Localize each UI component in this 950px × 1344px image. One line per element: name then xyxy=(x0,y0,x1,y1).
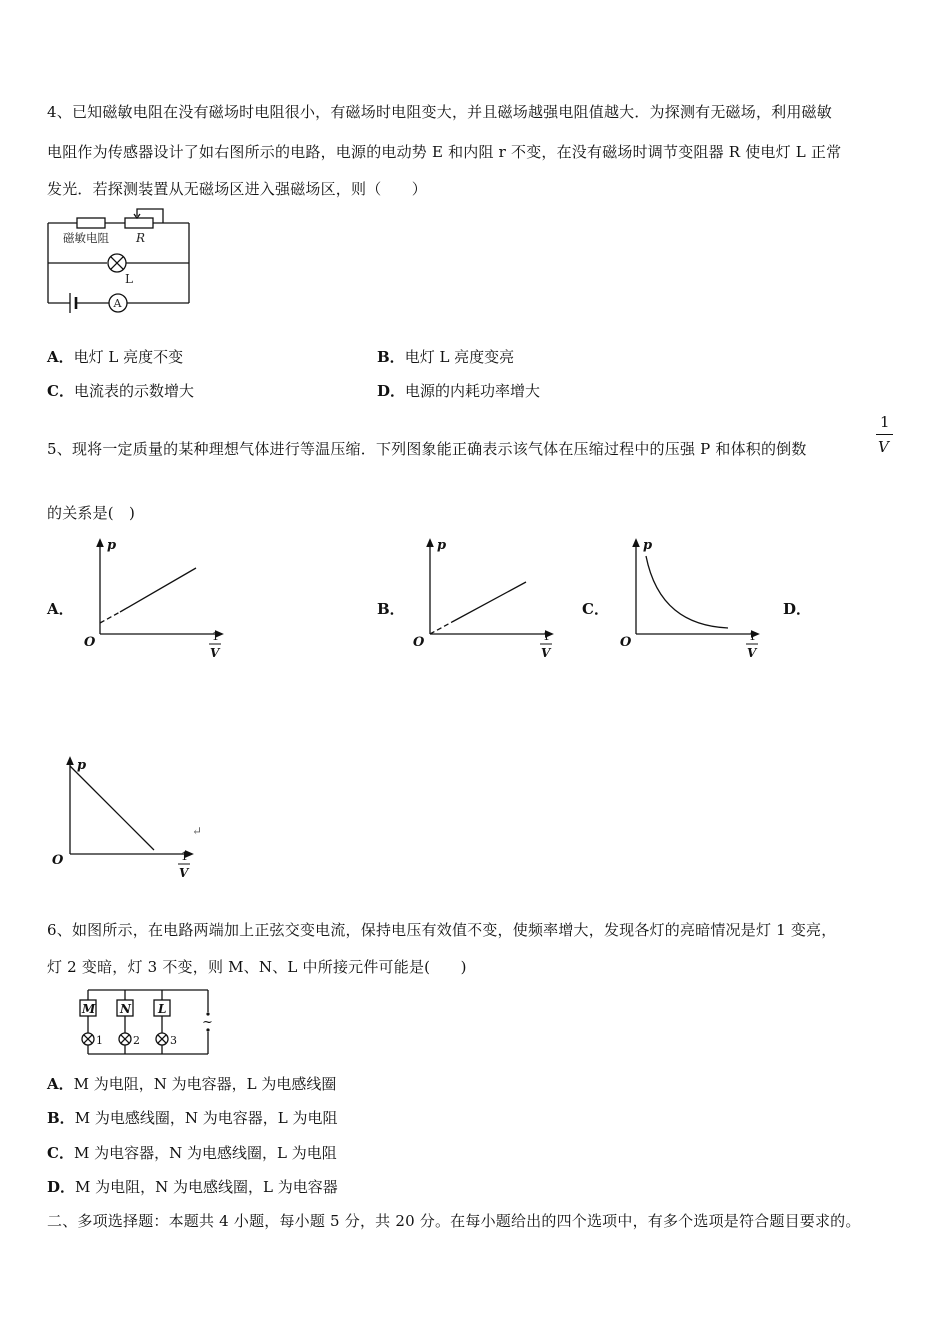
magnetoresistor-label: 磁敏电阻 xyxy=(63,231,109,245)
svg-text:1: 1 xyxy=(212,630,219,643)
svg-text:O: O xyxy=(413,635,425,650)
q5-stem-line-1: 5、现将一定质量的某种理想气体进行等温压缩．下列图象能正确表示该气体在压缩过程中的压强 P 和体积的倒数 xyxy=(47,440,807,458)
svg-text:O: O xyxy=(52,853,64,868)
svg-text:p: p xyxy=(77,758,87,773)
q4-option-d[interactable]: D．电源的内耗功率增大 xyxy=(377,382,541,400)
svg-text:O: O xyxy=(84,635,96,650)
q5-stem-line-2: 的关系是( ) xyxy=(47,504,136,522)
svg-text:p: p xyxy=(643,538,653,553)
svg-text:1: 1 xyxy=(181,850,188,863)
q4-option-b[interactable]: B．电灯 L 亮度变亮 xyxy=(377,348,515,366)
svg-text:3: 3 xyxy=(170,1034,177,1047)
magnetoresistor-symbol xyxy=(77,218,105,228)
q6-option-a[interactable]: A．M 为电阻，N 为电容器，L 为电感线圈 xyxy=(47,1075,337,1093)
return-mark: ↵ xyxy=(192,824,203,838)
rheostat-label: R xyxy=(136,231,146,245)
svg-text:V: V xyxy=(179,866,189,880)
q5-fraction-bar xyxy=(876,434,893,435)
q5-graph-d xyxy=(50,756,203,886)
svg-text:1: 1 xyxy=(543,630,550,643)
svg-text:O: O xyxy=(620,635,632,650)
q4-stem-line-3: 发光．若探测装置从无磁场区进入强磁场区，则（ ） xyxy=(47,180,428,198)
q5-option-b[interactable]: B． xyxy=(377,600,405,618)
svg-text:p: p xyxy=(437,538,447,553)
svg-text:V: V xyxy=(747,646,757,660)
svg-text:p: p xyxy=(107,538,117,553)
svg-text:1: 1 xyxy=(96,1034,103,1047)
q6-option-c[interactable]: C．M 为电容器，N 为电感线圈，L 为电阻 xyxy=(47,1144,337,1162)
q6-circuit-diagram xyxy=(72,986,218,1058)
q4-option-a[interactable]: A．电灯 L 亮度不变 xyxy=(47,348,184,366)
q4-stem-line-2: 电阻作为传感器设计了如右图所示的电路，电源的电动势 E 和内阻 r 不变，在没有磁场时调节变阻器 R 使电灯 L 正常 xyxy=(47,143,842,161)
q6-option-b[interactable]: B．M 为电感线圈，N 为电容器，L 为电阻 xyxy=(47,1109,338,1127)
q6-option-d[interactable]: D．M 为电阻，N 为电感线圈，L 为电容器 xyxy=(47,1178,338,1196)
q4-circuit-diagram xyxy=(45,205,195,317)
svg-text:2: 2 xyxy=(133,1034,140,1047)
q4-stem-line-1: 4、已知磁敏电阻在没有磁场时电阻很小，有磁场时电阻变大，并且磁场越强电阻值越大．为探测有无磁场，利用磁敏 xyxy=(47,103,832,121)
q5-graph-a xyxy=(80,536,230,666)
q4-option-c[interactable]: C．电流表的示数增大 xyxy=(47,382,194,400)
section-2-heading: 二、多项选择题：本题共 4 小题，每小题 5 分，共 20 分。在每小题给出的四个选项中，有多个选项是符合题目要求的。 xyxy=(47,1212,861,1230)
svg-text:V: V xyxy=(541,646,551,660)
q5-option-c[interactable]: C． xyxy=(582,600,609,618)
svg-text:~: ~ xyxy=(202,1015,213,1030)
svg-text:V: V xyxy=(210,646,220,660)
q5-fraction-denominator: V xyxy=(878,438,889,456)
svg-text:M: M xyxy=(82,1002,96,1016)
q5-fraction-numerator: 1 xyxy=(880,413,890,431)
q5-graph-c xyxy=(616,536,766,666)
q6-stem-line-2: 灯 2 变暗，灯 3 不变，则 M、N、L 中所接元件可能是( ) xyxy=(47,958,467,976)
rheostat-symbol xyxy=(125,218,153,228)
q5-graph-b xyxy=(408,536,558,666)
svg-text:N: N xyxy=(120,1002,131,1016)
q6-stem-line-1: 6、如图所示，在电路两端加上正弦交变电流，保持电压有效值不变，使频率增大，发现各灯的亮暗情况是灯 1 变亮， xyxy=(47,921,837,939)
q5-option-d[interactable]: D． xyxy=(783,600,812,618)
svg-text:1: 1 xyxy=(749,630,756,643)
svg-text:L: L xyxy=(158,1002,167,1016)
lamp-label: L xyxy=(125,272,133,286)
q5-option-a[interactable]: A． xyxy=(47,600,74,618)
ammeter-label: A xyxy=(113,297,122,310)
